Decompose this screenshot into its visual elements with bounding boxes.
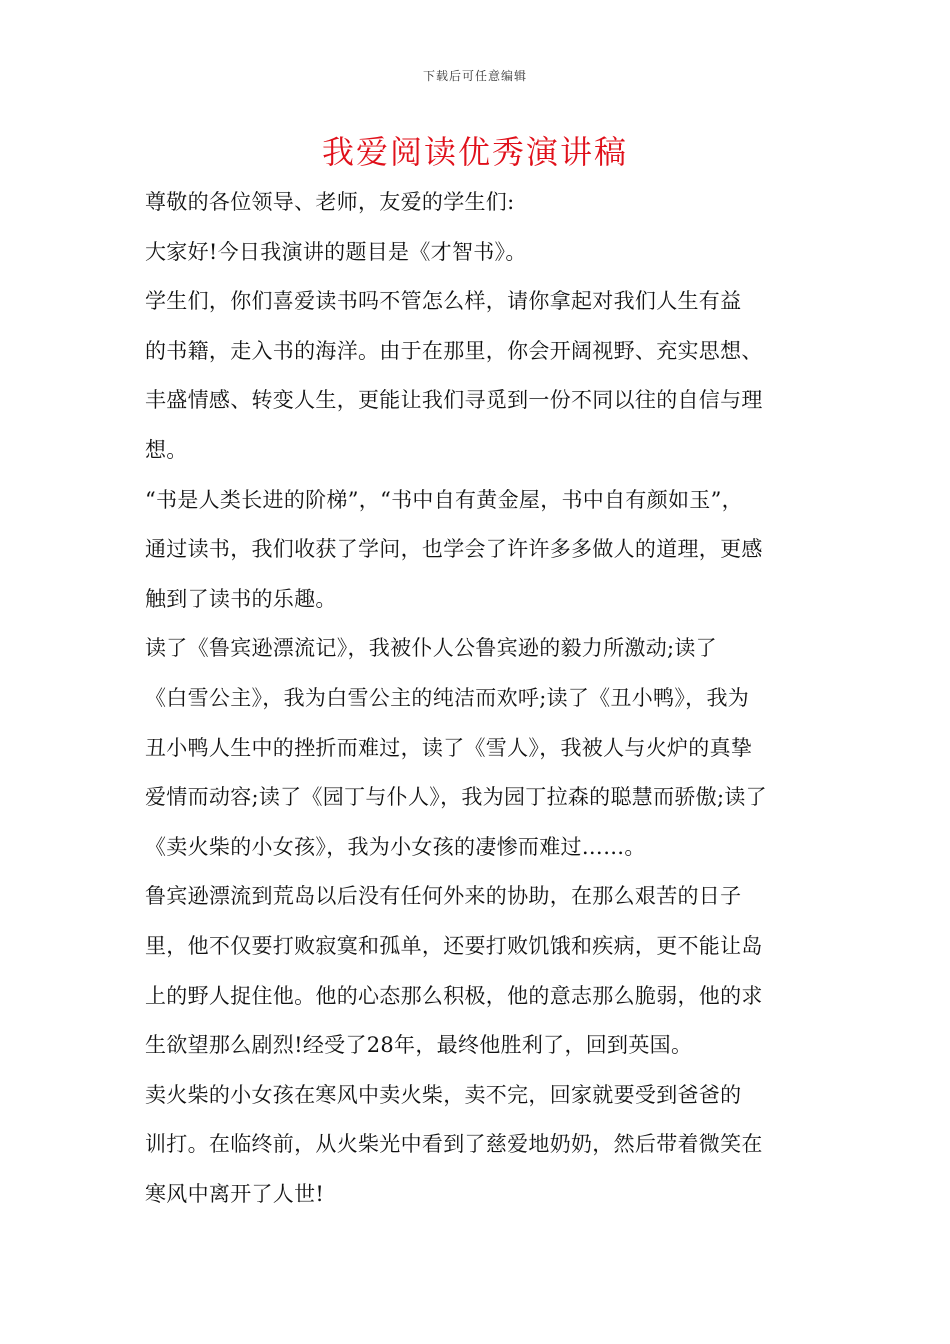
body-line: 的书籍，走入书的海洋。由于在那里，你会开阔视野、充实思想、 — [145, 338, 763, 363]
body-line: 丰盛情感、转变人生，更能让我们寻觅到一份不同以往的自信与理 — [145, 388, 763, 413]
body-line: 爱情而动容;读了《园丁与仆人》，我为园丁拉森的聪慧而骄傲;读了 — [145, 785, 767, 810]
body-line: 想。 — [145, 437, 188, 462]
document-title: 我爱阅读优秀演讲稿 — [321, 133, 628, 171]
document-body — [145, 178, 813, 1219]
body-line: 读了《鲁宾逊漂流记》，我被仆人公鲁宾逊的毅力所激动;读了 — [145, 636, 717, 661]
body-line: 尊敬的各位领导、老师，友爱的学生们: — [145, 190, 515, 214]
body-line: “书是人类长进的阶梯”，“书中自有黄金屋，书中自有颜如玉”， — [145, 487, 743, 512]
body-line: 生欲望那么剧烈!经受了28年，最终他胜利了，回到英国。 — [145, 1033, 693, 1058]
body-line: 大家好!今日我演讲的题目是《才智书》。 — [145, 239, 527, 264]
body-line: 卖火柴的小女孩在寒风中卖火柴，卖不完，回家就要受到爸爸的 — [145, 1082, 742, 1107]
header-note: 下载后可任意编辑 — [422, 69, 527, 83]
body-line: 上的野人捉住他。他的心态那么积极，他的意志那么脆弱，他的求 — [145, 983, 763, 1008]
body-line: 通过读书，我们收获了学问，也学会了许许多多做人的道理，更感 — [145, 537, 763, 562]
body-line: 寒风中离开了人世! — [145, 1181, 325, 1206]
body-line: 里，他不仅要打败寂寞和孤单，还要打败饥饿和疾病，更不能让岛 — [145, 933, 763, 958]
body-line: 丑小鸭人生中的挫折而难过，读了《雪人》，我被人与火炉的真挚 — [145, 735, 753, 760]
body-line: 鲁宾逊漂流到荒岛以后没有任何外来的协助，在那么艰苦的日子 — [145, 884, 742, 909]
body-line: 《白雪公主》，我为白雪公主的纯洁而欢呼;读了《丑小鸭》，我为 — [145, 685, 750, 710]
body-line: 训打。在临终前，从火柴光中看到了慈爱地奶奶，然后带着微笑在 — [145, 1132, 763, 1157]
body-line: 触到了读书的乐趣。 — [145, 586, 337, 611]
body-line: 学生们，你们喜爱读书吗不管怎么样，请你拿起对我们人生有益 — [145, 289, 742, 314]
body-line: 《卖火柴的小女孩》，我为小女孩的凄惨而难过……。 — [145, 834, 646, 859]
